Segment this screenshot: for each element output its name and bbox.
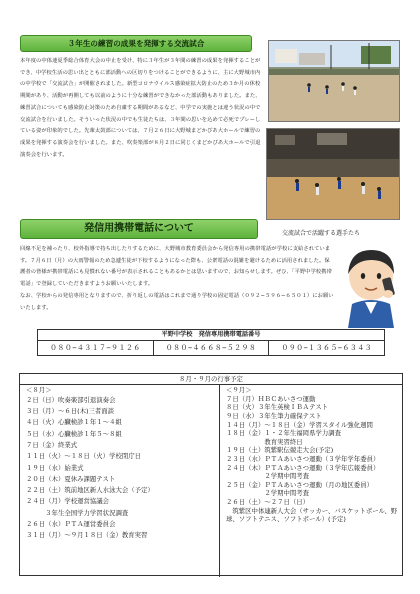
september-event: ２学期中間考査 [226, 472, 310, 481]
phone-number-1: ０８０−４３１７−９１２６ [38, 341, 154, 356]
event-schedule-table [19, 373, 403, 576]
august-event: ４日（火）心臓検診１年１〜４組 [26, 418, 122, 427]
field-match-photo [268, 40, 400, 122]
phone-table-title: 平野中学校 発信専用携帯電話番号 [38, 330, 384, 341]
september-event: １４日（月）〜１８日（金）学習スタイル強化週間 [226, 420, 373, 429]
august-event: ３日（月）〜６日(木)三者面談 [26, 407, 115, 416]
phone-number-table [37, 329, 385, 356]
phone-caller-illustration [338, 244, 404, 328]
phone-section-text [20, 244, 335, 314]
phone-section-banner: 発信用携帯電話について [20, 219, 258, 239]
phone-number-row [38, 341, 384, 356]
august-event: ７日（金）終業式 [26, 440, 78, 449]
september-event: ８日（火）３年生英検ＩＢＡテスト [226, 403, 328, 412]
phone-number-2: ０８０−４６６８−５２９８ [154, 341, 270, 356]
september-event: ２５日（金）ＰＴＡあいさつ運動（月の地区委員） [226, 480, 373, 489]
september-event: ２３日（水）ＰＴＡあいさつ運動（３学年学年委員） [226, 454, 380, 463]
phone-section-text-main: 回線不足を補ったり、校外指導で持ち出したりするために、大野城市教育委員会から発信専用の携帯電話が学校に支給されています。７月６日（月）の大雨警報のため急遽生徒が下校するようになった際も、公衆電話の混雑を避けるために活用されました。保護者の皆様が携帯電話にも見慣れない番号が表示されることもあるかとは思いますので、お知らせします。ぜひ、「平野中学校携帯電話」で登録していただきますようお願いいたします。 [20, 246, 332, 288]
september-event: 教育実習終日 [226, 437, 303, 446]
september-event: ７日（月）ＨＢＣあいさつ運動 [226, 394, 316, 403]
august-event: ２２日（土）筑前地区新人水泳大会（予定） [26, 486, 154, 495]
september-event: １８日（金）１・２年生福岡県学力調査 [226, 429, 342, 438]
august-event: ２４日（月）学校運営協議会 [26, 497, 110, 506]
schedule-title: ８月・９月の行事予定 [20, 374, 402, 385]
august-event: １９日（水）始業式 [26, 463, 84, 472]
september-column [220, 385, 402, 577]
august-event: ５日（水）心臓検診１年５〜８組 [26, 429, 122, 438]
august-event: ２６日（水）ＰＴＡ運営委員会 [26, 520, 116, 529]
september-heading: ＜９月＞ [226, 386, 252, 394]
august-heading: ＜８月＞ [26, 386, 52, 394]
september-event: ９日（水）３年生筆力確保テスト [226, 411, 322, 420]
september-event: ２４日（木）ＰＴＡあいさつ運動（３学年広報委員） [226, 463, 380, 472]
exchange-match-banner: ３年生の練習の成果を発揮する交流試合 [20, 35, 252, 52]
august-column [20, 385, 220, 577]
september-event: ２学期中間考査 [226, 489, 310, 498]
august-event: ３年生全国学力学習状況調査 [26, 508, 129, 517]
september-event: １９日（土）筑紫駅伝競走大会(予定) [226, 446, 334, 455]
september-event: 筑紫区中体連新人大会（サッカー、バスケットボール、野球、ソフトテニス、ソフトボール）(予定) [226, 506, 398, 524]
gym-match-photo [266, 128, 400, 220]
september-event: ２６日（土）〜２７日（日） [226, 497, 310, 506]
august-event: ３１日（月）〜９月１８日（金）教育実習 [26, 531, 148, 540]
august-event: ２０日（木）夏休み課題テスト [26, 474, 116, 483]
photo-caption: 交流試合で活躍する選手たち [282, 230, 361, 237]
august-event: １１日（火）〜１８日（火）学校閉庁日 [26, 452, 142, 461]
august-event: ２日（日）吹奏楽部引退演奏会 [26, 395, 116, 404]
exchange-match-text: 本年度の中体連夏季総合体育大会の中止を受け、特に３年生が３年間の練習の成果を発揮することができ、中学校生活の思い出とともに部活動への区切りをつけることができるように、主に大野城市内の中学校で「交流試合」が開催されました。新型コロナウイルス感染症拡大防止のため３か月の休校期間があり、活動が再開しても以前のように十分な練習ができなかった部活動もありました。また、練習試合についても感染防止対策のため自粛する期間があるなど、中学での実施とは違う状況の中で交流試合を行いました。そういった状況の中でも生徒たちは、３年間の思いを込めて必死でプレーしている姿が印象的でした。先輩太鼓部については、７月２６日に大野城まどかぴあ大ホールで練習の成果を発揮する演奏会を行いました。また、吹奏楽部が８月２日に同じくまどかぴあ大ホールで引退演奏会を行います。 [20, 58, 261, 158]
phone-number-3: ０９０−１３６５−６３４３ [281, 344, 372, 352]
phone-section-text-note: なお、学校からの発信専用となりますので、折り返しの電話はこれまで通り学校の固定電話（０９２−５９６−６５０１）にお願いいたします。 [20, 292, 334, 311]
